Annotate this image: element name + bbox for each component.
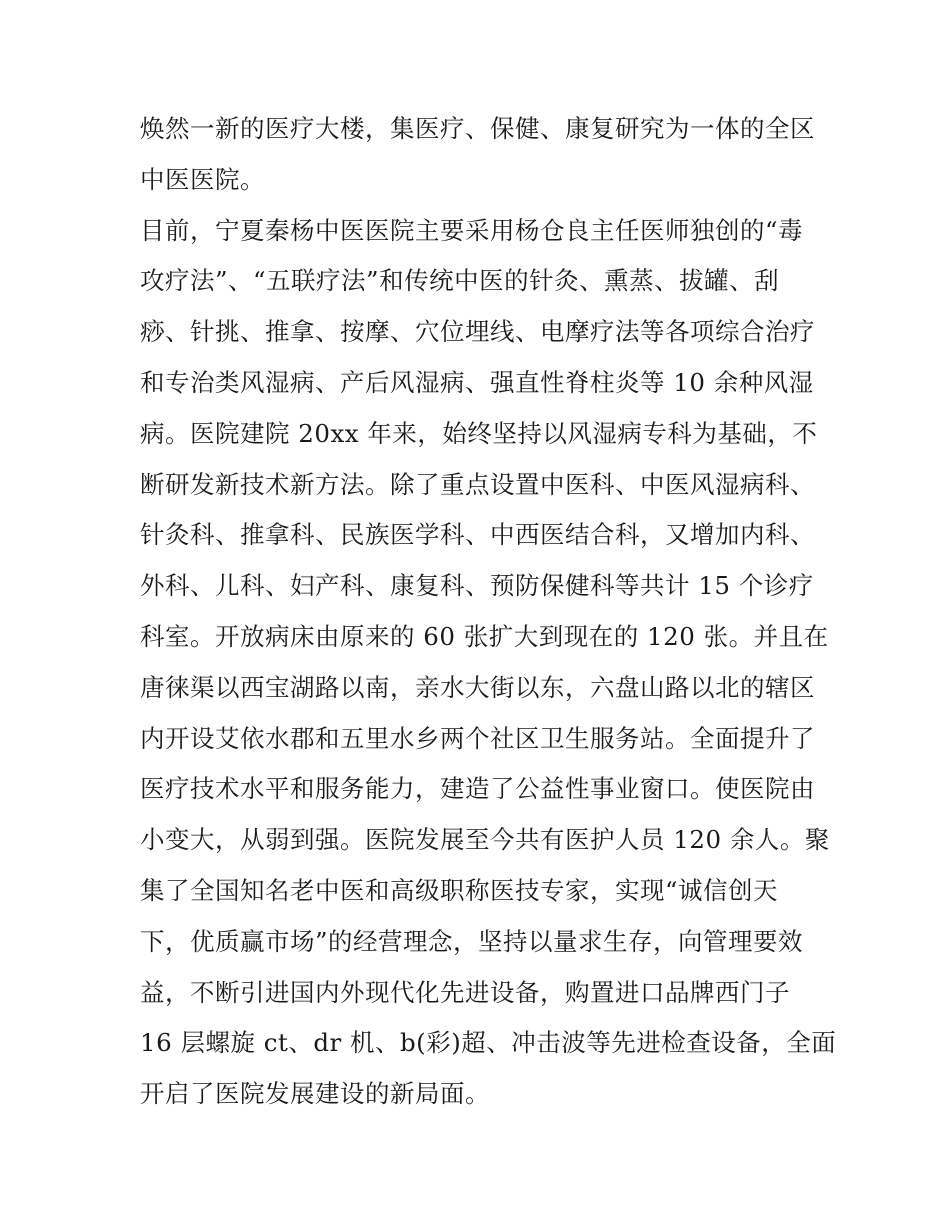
text-line: 下，优质赢市场”的经营理念，坚持以量求生存，向管理要效 bbox=[140, 926, 804, 956]
text-line: 集了全国知名老中医和高级职称医技专家，实现“诚信创天 bbox=[140, 875, 779, 905]
text-line: 针灸科、推拿科、民族医学科、中西医结合科，又增加内科、 bbox=[140, 520, 815, 550]
body-text bbox=[140, 104, 837, 1120]
text-line: 科室。开放病床由原来的 60 张扩大到现在的 120 张。并且在 bbox=[140, 621, 829, 651]
text-line: 病。医院建院 20xx 年来，始终坚持以风湿病专科为基础，不 bbox=[140, 418, 818, 448]
text-line: 益，不断引进国内外现代化先进设备，购置进口品牌西门子 bbox=[140, 977, 790, 1007]
text-line: 外科、儿科、妇产科、康复科、预防保健科等共计 15 个诊疗 bbox=[140, 571, 814, 601]
text-line: 唐徕渠以西宝湖路以南，亲水大街以东，六盘山路以北的辖区 bbox=[140, 672, 815, 702]
text-line: 16 层螺旋 ct、dr 机、b(彩)超、冲击波等先进检查设备，全面 bbox=[140, 1028, 837, 1058]
text-line: 和专治类风湿病、产后风湿病、强直性脊柱炎等 10 余种风湿 bbox=[140, 367, 814, 397]
text-line: 目前，宁夏秦杨中医医院主要采用杨仓良主任医师独创的“毒 bbox=[140, 215, 804, 245]
text-line: 小变大，从弱到强。医院发展至今共有医护人员 120 余人。聚 bbox=[140, 825, 830, 855]
text-line: 焕然一新的医疗大楼，集医疗、保健、康复研究为一体的全区 bbox=[140, 114, 815, 143]
text-line: 医疗技术水平和服务能力，建造了公益性事业窗口。使医院由 bbox=[140, 774, 815, 804]
text-line: 内开设艾依水郡和五里水乡两个社区卫生服务站。全面提升了 bbox=[140, 723, 815, 753]
text-line: 断研发新技术新方法。除了重点设置中医科、中医风湿病科、 bbox=[140, 469, 815, 499]
text-line: 开启了医院发展建设的新局面。 bbox=[140, 1079, 490, 1109]
text-line: 中医医院。 bbox=[140, 164, 265, 194]
text-line: 攻疗法”、“五联疗法”和传统中医的针灸、熏蒸、拔罐、刮 bbox=[140, 266, 780, 296]
text-line: 痧、针挑、推拿、按摩、穴位埋线、电摩疗法等各项综合治疗 bbox=[140, 317, 815, 347]
